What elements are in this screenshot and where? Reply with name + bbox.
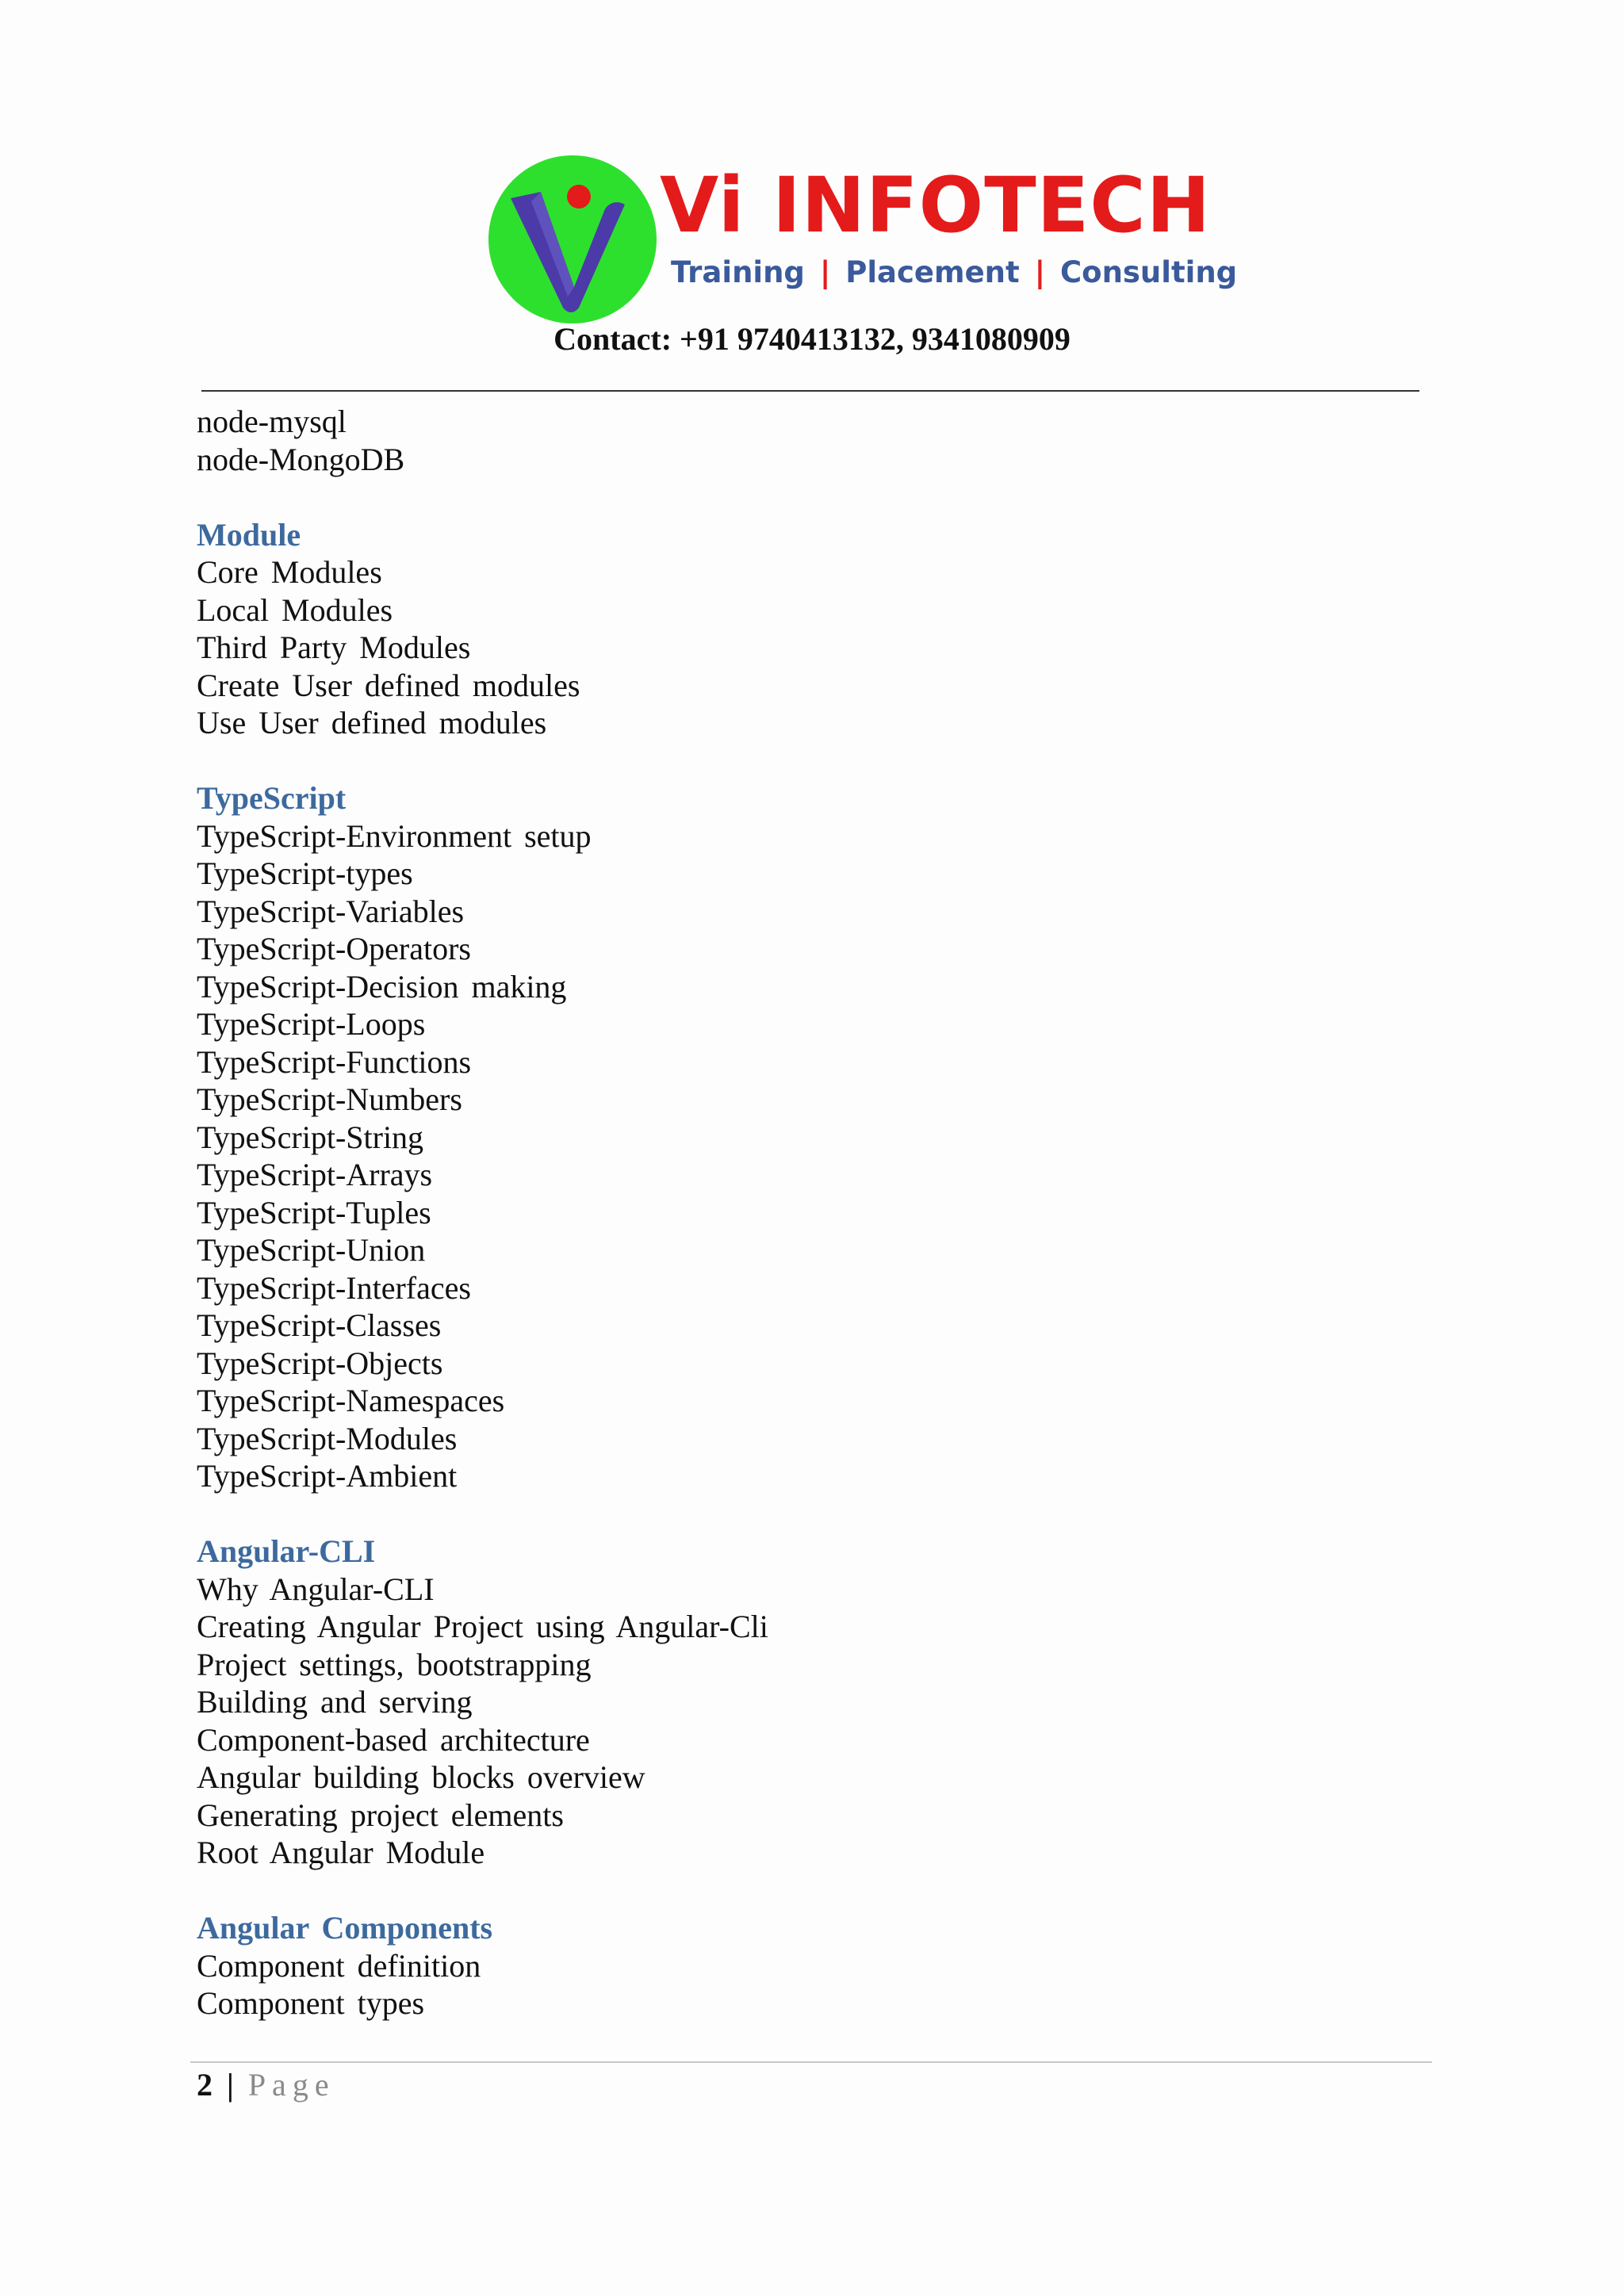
tagline-placement: Placement [845, 255, 1020, 289]
document-body [197, 403, 1434, 2022]
brand-name: Vi INFOTECH [660, 161, 1212, 250]
tagline-separator: | [1034, 255, 1046, 289]
list-item: Component definition [197, 1947, 481, 1984]
list-item: Angular building blocks overview [197, 1759, 645, 1795]
list-item: TypeScript-Variables [197, 893, 465, 929]
intro-line: node-mysql [197, 404, 347, 439]
list-item: Use User defined modules [197, 705, 547, 740]
section-title-angular-components: Angular Components [197, 1910, 493, 1946]
list-item: TypeScript-Decision making [197, 968, 567, 1004]
footer-separator: | [227, 2067, 234, 2103]
list-item: TypeScript-Objects [197, 1345, 443, 1381]
list-item: Local Modules [197, 591, 393, 628]
list-item: TypeScript-Interfaces [197, 1269, 471, 1306]
list-item: TypeScript-Classes [197, 1307, 442, 1343]
footer-divider [190, 2061, 1432, 2063]
list-item: Create User defined modules [197, 667, 580, 703]
list-item: Building and serving [197, 1684, 473, 1720]
list-item: Why Angular-CLI [197, 1571, 435, 1607]
section-title-angular-cli: Angular-CLI [197, 1533, 376, 1569]
list-item: Component types [197, 1985, 425, 2021]
list-item: Core Modules [197, 554, 382, 590]
vi-logo-mark-icon [485, 152, 660, 327]
list-item: Third Party Modules [197, 629, 471, 665]
page-footer [197, 2066, 335, 2104]
list-item: Creating Angular Project using Angular-Cli [197, 1609, 768, 1644]
list-item: TypeScript-Modules [197, 1420, 458, 1456]
contact-line: Contact: +91 9740413132, 9341080909 [553, 321, 1071, 357]
list-item: TypeScript-Operators [197, 931, 471, 966]
list-item: TypeScript-Loops [197, 1006, 426, 1042]
list-item: TypeScript-Ambient [197, 1458, 458, 1494]
page-label: Page [247, 2067, 335, 2103]
list-item: TypeScript-Functions [197, 1043, 472, 1080]
company-logo [485, 152, 1238, 327]
list-item: TypeScript-types [197, 855, 413, 891]
intro-line: node-MongoDB [197, 441, 405, 477]
list-item: Project settings, bootstrapping [197, 1646, 592, 1682]
list-item: TypeScript-Union [197, 1232, 426, 1268]
brand-tagline [671, 255, 1237, 290]
page-number: 2 [197, 2067, 213, 2103]
tagline-consulting: Consulting [1060, 255, 1238, 289]
list-item: Generating project elements [197, 1797, 564, 1833]
spacer [197, 1872, 1434, 1910]
tagline-separator: | [819, 255, 831, 289]
list-item: Component-based architecture [197, 1721, 590, 1758]
section-title-module: Module [197, 516, 301, 553]
list-item: TypeScript-Tuples [197, 1194, 431, 1230]
list-item: TypeScript-Namespaces [197, 1383, 505, 1418]
list-item: TypeScript-Arrays [197, 1157, 433, 1192]
section-title-typescript: TypeScript [197, 780, 347, 816]
spacer [197, 742, 1434, 780]
list-item: TypeScript-Environment setup [197, 817, 592, 854]
header-divider [201, 390, 1419, 392]
spacer [197, 1495, 1434, 1533]
tagline-training: Training [671, 255, 805, 289]
list-item: TypeScript-Numbers [197, 1081, 462, 1117]
list-item: TypeScript-String [197, 1119, 424, 1155]
list-item: Root Angular Module [197, 1835, 485, 1870]
spacer [197, 478, 1434, 516]
